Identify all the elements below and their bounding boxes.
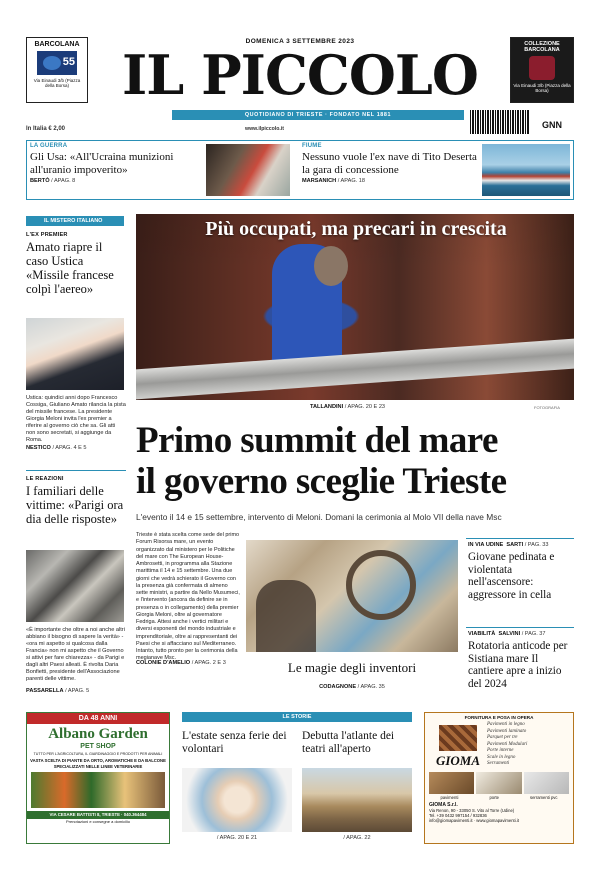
- top-right-headline: Nessuno vuole l'ex nave di Tito Deserta la gara di concessione: [302, 151, 477, 176]
- main-photo: [136, 214, 574, 400]
- gioma-phone: Tel. +39 0432 997154 / 932836: [429, 813, 487, 818]
- gioma-list: Pavimenti in legno Pavimenti laminato Parquet per tre Pavimenti Modulari Porte interne Scale in legno Serramenti: [487, 722, 528, 766]
- gioma-brand: GIOMA: [435, 753, 481, 768]
- right-masthead-ad[interactable]: [510, 37, 574, 103]
- main-headline-line1: Primo summit del mare: [136, 420, 498, 461]
- left-divider: [26, 470, 126, 471]
- right-col-divider-2: [466, 627, 574, 628]
- ustica-headline: Amato riapre il caso Ustica «Missile francese colpì l'aereo»: [26, 240, 114, 296]
- albano-name: Albano Garden: [48, 726, 148, 742]
- section-label-guerra: LA GUERRA: [30, 143, 68, 149]
- volontari-meta: / APAG. 20 E 21: [216, 835, 258, 841]
- gnn-logo: GNN: [542, 120, 562, 130]
- viabilita-headline: Rotatoria anticode per Sistiana mare Il cantiere apre a inizio del 2024: [468, 640, 568, 690]
- barcolana-ad-title: BARCOLANA: [34, 41, 80, 48]
- volontari-photo: [182, 768, 292, 832]
- top-left-story[interactable]: [30, 143, 206, 197]
- albano-years: DA 48 ANNI: [27, 713, 169, 724]
- collezione-address: Via Einaudi 3/b (Piazza della Borsa): [513, 83, 571, 94]
- left-story-ustica[interactable]: [26, 232, 126, 296]
- gioma-photos: [429, 772, 569, 794]
- familiari-meta: PASSARELLA / APAG. 5: [26, 688, 90, 694]
- inventors-caption: Le magie degli inventori: [287, 660, 417, 675]
- inventors-meta: CODAGNONE / APAG. 35: [319, 684, 385, 690]
- main-headline-line2: il governo sceglie Trieste: [136, 461, 507, 502]
- udine-kicker: IN VIA UDINE SARTI / PAG. 33: [468, 542, 549, 548]
- inventors-wheel: [346, 550, 416, 620]
- story-teatri[interactable]: [302, 730, 414, 756]
- albano-address: VIA CESARE BATTISTI 8, TRIESTE · 040.364484: [27, 811, 169, 819]
- top-left-headline: Gli Usa: «All'Ucraina munizioni all'uranio impoverito»: [30, 151, 174, 176]
- gioma-top: FORNITURA E POSA IN OPERA: [464, 715, 534, 720]
- story-volontari[interactable]: [182, 730, 294, 756]
- gioma-address: Via Renon, 90 - 33050 S. Vito al Torre (Udine): [429, 808, 515, 813]
- top-right-meta: MARSANICH / APAG. 18: [302, 178, 366, 185]
- viabilita-kicker: VIABILITÀ SALVINI / PAG. 37: [468, 631, 546, 637]
- familiari-body: «È importante che oltre a noi anche altri abbiano il bisogno di sapere la verità» - «ora mi aspetto si qualcosa dalla Francia» non mi aspetto che il Governo si attivi per fare chiarezza» - da Parigi e dagli altri Paesi alleati. È rivolta Daria Bonfietti, presidente dell'Associazione parenti delle vittime.: [26, 627, 125, 682]
- munitions-photo: [206, 144, 290, 196]
- kicker-ex-premier: L'EX PREMIER: [26, 232, 68, 238]
- barcolana-flag-icon: [37, 51, 77, 75]
- ustica-body: Ustica: quindici anni dopo Francesco Cossiga, Giuliano Amato rilancia la pista del missile francese. La presidente Giorgia Meloni invita l'ex premier a riferire al governo ciò che sa. Gli atti non sono secretati, si aggiunge da Roma.: [26, 395, 126, 443]
- steel-beam: [136, 339, 574, 400]
- masthead-subtitle-bar: [172, 110, 464, 120]
- main-photo-meta: TALLANDINI / APAG. 20 E 23: [310, 404, 386, 410]
- main-headline[interactable]: [136, 420, 576, 502]
- ustica-wreck-photo: [26, 550, 124, 622]
- right-col-divider: [466, 538, 574, 539]
- collezione-ad-title: COLLEZIONE BARCOLANA: [524, 41, 560, 54]
- main-deck: L'evento il 14 e 15 settembre, intervento di Meloni. Domani la cerimonia al Molo VII della nave Msc: [136, 512, 502, 522]
- barcolana-address: Via Einaudi 3/b (Piazza della Borsa): [33, 78, 81, 89]
- price: In Italia € 2,00: [26, 126, 66, 132]
- barcolana-number: 55: [62, 56, 75, 68]
- main-photo-overlay: Più occupati, ma precari in crescita: [205, 218, 507, 240]
- kicker-reazioni: LE REAZIONI: [26, 476, 64, 482]
- website[interactable]: www.ilpiccolo.it: [245, 126, 285, 132]
- gioma-ad[interactable]: [424, 712, 574, 844]
- masthead-subtitle: QUOTIDIANO DI TRIESTE · FONDATO NEL 1881: [244, 112, 392, 118]
- left-masthead-ad[interactable]: [26, 37, 88, 103]
- teatri-meta: / APAG. 22: [343, 835, 371, 841]
- main-body-meta: COLONIE D'AMELIO / APAG. 2 E 3: [136, 660, 226, 666]
- gioma-logo: [429, 722, 487, 769]
- albano-line1: TUTTO PER L'AGRICOLTURA, IL GIARDINAGGIO E PRODOTTI PER ANIMALI: [33, 752, 163, 756]
- albano-photos: [31, 772, 165, 808]
- teatri-photo: [302, 768, 412, 832]
- section-label-fiume: FIUME: [302, 143, 322, 149]
- amato-photo: [26, 318, 124, 390]
- gioma-name: GIOMA S.r.l.: [429, 802, 458, 808]
- sail-icon: [529, 56, 555, 80]
- left-story-familiari[interactable]: [26, 476, 126, 526]
- gioma-cats: pavimenti porte serramenti pvc: [440, 795, 558, 800]
- right-story-udine[interactable]: [468, 542, 576, 601]
- main-photo-credit: FOTOGRAFIA: [534, 405, 560, 410]
- price-info: [26, 123, 466, 135]
- inventors-photo: [246, 540, 458, 652]
- parquet-icon: [439, 725, 477, 751]
- udine-headline: Giovane pedinata e violentata nell'ascensore: aggressore in cella: [468, 551, 555, 601]
- albano-line2: VASTA SCELTA DI PIANTE DA ORTO, AROMATICHE E DA BALCONE: [30, 758, 166, 763]
- top-left-meta: BERTÒ / APAG. 8: [30, 178, 76, 185]
- albano-sub: PET SHOP: [80, 743, 116, 750]
- main-body: Trieste è stata scelta come sede del primo Forum Risorsa mare, un evento organizzato dal ministero per le Politiche del mare con The European House-Ambrosetti, in programma alla Stazione marittima il 14 e 15 settembre. Una due giorni che vedrà schierato il Governo con la presenza già confermata di almeno sette ministri, a partire da Nello Musumeci, e l'intervento (ancora da definire se in presenza o in collegamento) della premier Giorgia Meloni, oltre al governatore Fedriga. Attesi anche i vertici militari e diversi esponenti del mondo industriale e imprenditoriale, oltre ai rappresentanti dei Paesi che si affacciano sul Mediterraneo. Intanto, tutto pronto per la cerimonia della megianave Msc.: [136, 532, 240, 662]
- masthead-title: IL PICCOLO: [122, 43, 478, 107]
- ustica-meta: NESTICO / APAG. 4 E 5: [26, 445, 87, 451]
- ship-photo: [482, 144, 570, 196]
- inventors-crowd: [256, 580, 316, 652]
- gioma-web[interactable]: info@giomapavimenti.it · www.giomapavimenti.it: [429, 818, 519, 823]
- right-story-viabilita[interactable]: [468, 631, 576, 690]
- albano-line3: SPECIALIZZATI NELLE LINEE VETERINARIE: [53, 764, 143, 770]
- section-bar-mistero: IL MISTERO ITALIANO: [26, 216, 124, 226]
- worker-head: [314, 246, 348, 286]
- top-right-story[interactable]: [302, 143, 480, 197]
- section-bar-storie: LE STORIE: [182, 712, 412, 722]
- familiari-headline: I familiari delle vittime: «Parigi ora dia delle risposte»: [26, 484, 124, 526]
- albano-garden-ad[interactable]: [26, 712, 170, 844]
- masthead-date: DOMENICA 3 SETTEMBRE 2023: [245, 38, 355, 45]
- volontari-headline: L'estate senza ferie dei volontari: [182, 730, 287, 755]
- teatri-headline: Debutta l'atlante dei teatri all'aperto: [302, 730, 395, 755]
- barcode: [470, 110, 530, 134]
- albano-foot: Prenotazioni e consegne a domicilio: [65, 819, 131, 825]
